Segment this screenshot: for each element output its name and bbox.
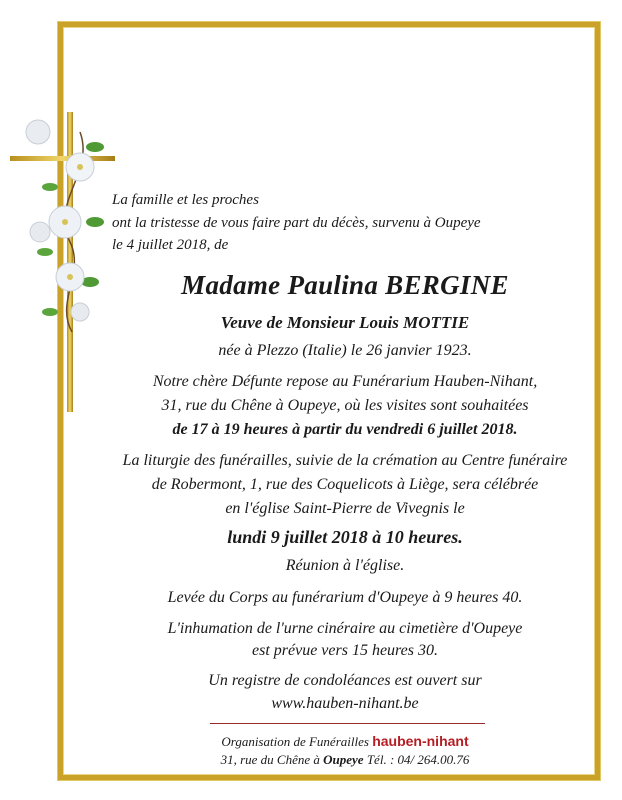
deceased-name: Madame Paulina BERGINE <box>181 270 509 300</box>
liturgy-line: de Robermont, 1, rue des Coquelicots à Liège, sera célébrée <box>151 476 539 493</box>
footer-divider <box>210 723 485 724</box>
brand-logo: hauben-nihant <box>372 733 469 749</box>
footer-organisation <box>90 733 600 750</box>
liturgy-line: en l'église Saint-Pierre de Vivegnis le <box>225 500 465 517</box>
footer-org-prefix: Organisation de Funérailles <box>221 734 369 749</box>
footer-address-prefix: 31, rue du Chêne à <box>220 752 320 767</box>
register-line: Un registre de condoléances est ouvert sur <box>208 672 482 689</box>
register-url[interactable]: www.hauben-nihant.be <box>271 695 419 712</box>
meeting-line: Réunion à l'église. <box>285 557 405 574</box>
inhumation-line: L'inhumation de l'urne cinéraire au cimetière d'Oupeye <box>167 620 523 637</box>
footer-city: Oupeye <box>323 752 364 767</box>
footer-phone: Tél. : 04/ 264.00.76 <box>366 752 470 767</box>
levee-line: Levée du Corps au funérarium d'Oupeye à 9 heures 40. <box>167 589 523 606</box>
gold-cross-icon <box>10 112 115 412</box>
visits-line: Notre chère Défunte repose au Funérarium Hauben-Nihant, <box>152 373 538 390</box>
inhumation-line: est prévue vers 15 heures 30. <box>251 642 439 659</box>
spouse-line: Veuve de Monsieur Louis MOTTIE <box>220 313 470 332</box>
intro-line: La famille et les proches <box>112 192 259 208</box>
intro-line: ont la tristesse de vous faire part du décès, survenu à Oupeye <box>112 214 481 231</box>
footer-address <box>90 752 600 768</box>
ceremony-date: lundi 9 juillet 2018 à 10 heures. <box>227 527 463 547</box>
visits-line: 31, rue du Chêne à Oupeye, où les visites sont souhaitées <box>161 397 529 414</box>
intro-text <box>112 189 481 257</box>
birth-line: née à Plezzo (Italie) le 26 janvier 1923. <box>218 342 472 359</box>
visits-hours: de 17 à 19 heures à partir du vendredi 6 juillet 2018. <box>172 421 518 438</box>
intro-line: le 4 juillet 2018, de <box>112 237 229 253</box>
liturgy-line: La liturgie des funérailles, suivie de la crémation au Centre funéraire <box>122 452 568 469</box>
